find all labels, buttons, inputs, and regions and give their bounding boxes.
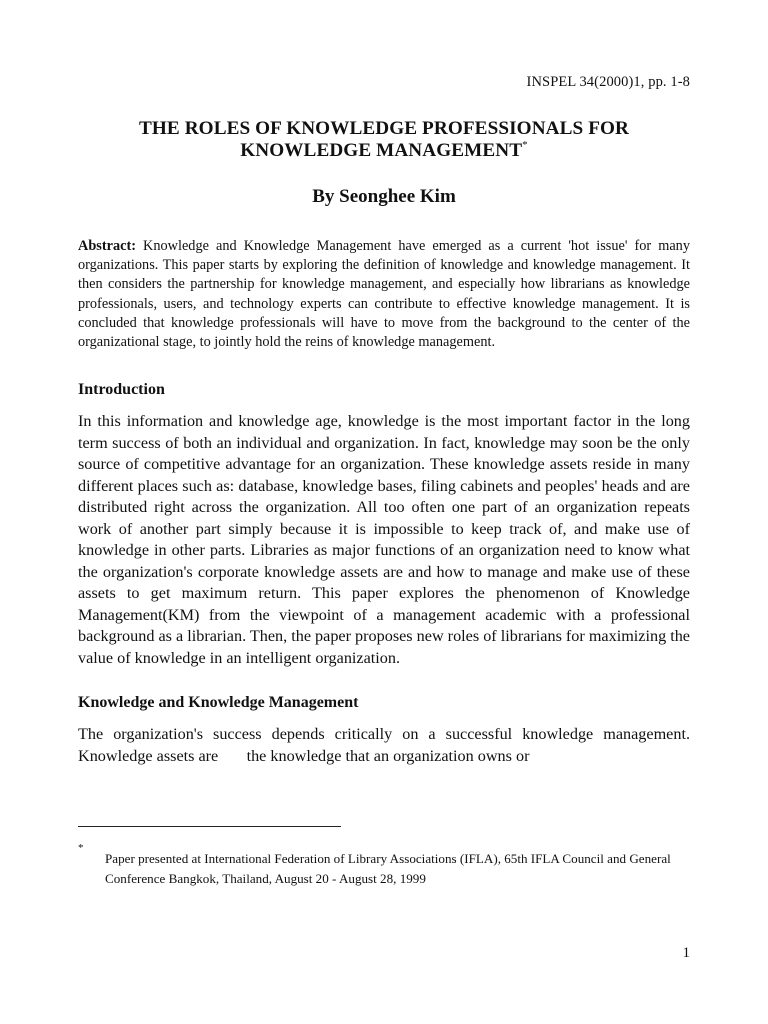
abstract <box>78 237 690 352</box>
abstract-label: Abstract: <box>78 238 136 254</box>
footnote-divider <box>78 826 341 827</box>
paper-title <box>78 118 690 162</box>
km-paragraph: The organization's success depends critically on a successful knowledge management. Knowledge assets are the knowledge that an organization owns or <box>78 725 690 765</box>
author-line: By Seonghee Kim <box>312 186 456 207</box>
introduction-heading: Introduction <box>78 381 165 398</box>
journal-reference: INSPEL 34(2000)1, pp. 1-8 <box>526 74 690 90</box>
page-number: 1 <box>682 945 690 961</box>
km-heading: Knowledge and Knowledge Management <box>78 694 359 711</box>
introduction-paragraph: In this information and knowledge age, knowledge is the most important factor in the long term success of both an individual and organization. In fact, knowledge may soon be the only source of competitive advantage for an organization. These knowledge assets reside in many different places such as: database, knowledge bases, filing cabinets and peoples' heads and are distributed right across the organization. All too often one part of an organization repeats work of another part simply because it is impossible to keep track of, and make use of knowledge in other parts. Libraries as major functions of an organization need to know what the organization's corporate knowledge assets are and how to manage and make use of these assets to get maximum return. This paper explores the phenomenon of Knowledge Management(KM) from the viewpoint of a management academic with a professional background as a librarian. Then, the paper proposes new roles of librarians for maximizing the value of knowledge in an intelligent organization. <box>78 412 690 667</box>
footnote-marker: * <box>78 842 84 854</box>
title-footnote-marker: * <box>522 139 528 151</box>
title-line-1: THE ROLES OF KNOWLEDGE PROFESSIONALS FOR <box>139 118 629 139</box>
title-line-2: KNOWLEDGE MANAGEMENT <box>240 140 523 161</box>
abstract-text: Knowledge and Knowledge Management have emerged as a current 'hot issue' for many organizations. This paper starts by exploring the definition of knowledge and knowledge management. It then considers the partnership for knowledge management, and especially how librarians as knowledge professionals, users, and technology experts can contribute to effective knowledge management. It is concluded that knowledge professionals will have to move from the background to the center of the organizational stage, to jointly hold the reins of knowledge management. <box>78 238 690 351</box>
footnote-text: Paper presented at International Federation of Library Associations (IFLA), 65th IFLA Council and General Conference Bangkok, Thailand, August 20 - August 28, 1999 <box>105 851 671 886</box>
